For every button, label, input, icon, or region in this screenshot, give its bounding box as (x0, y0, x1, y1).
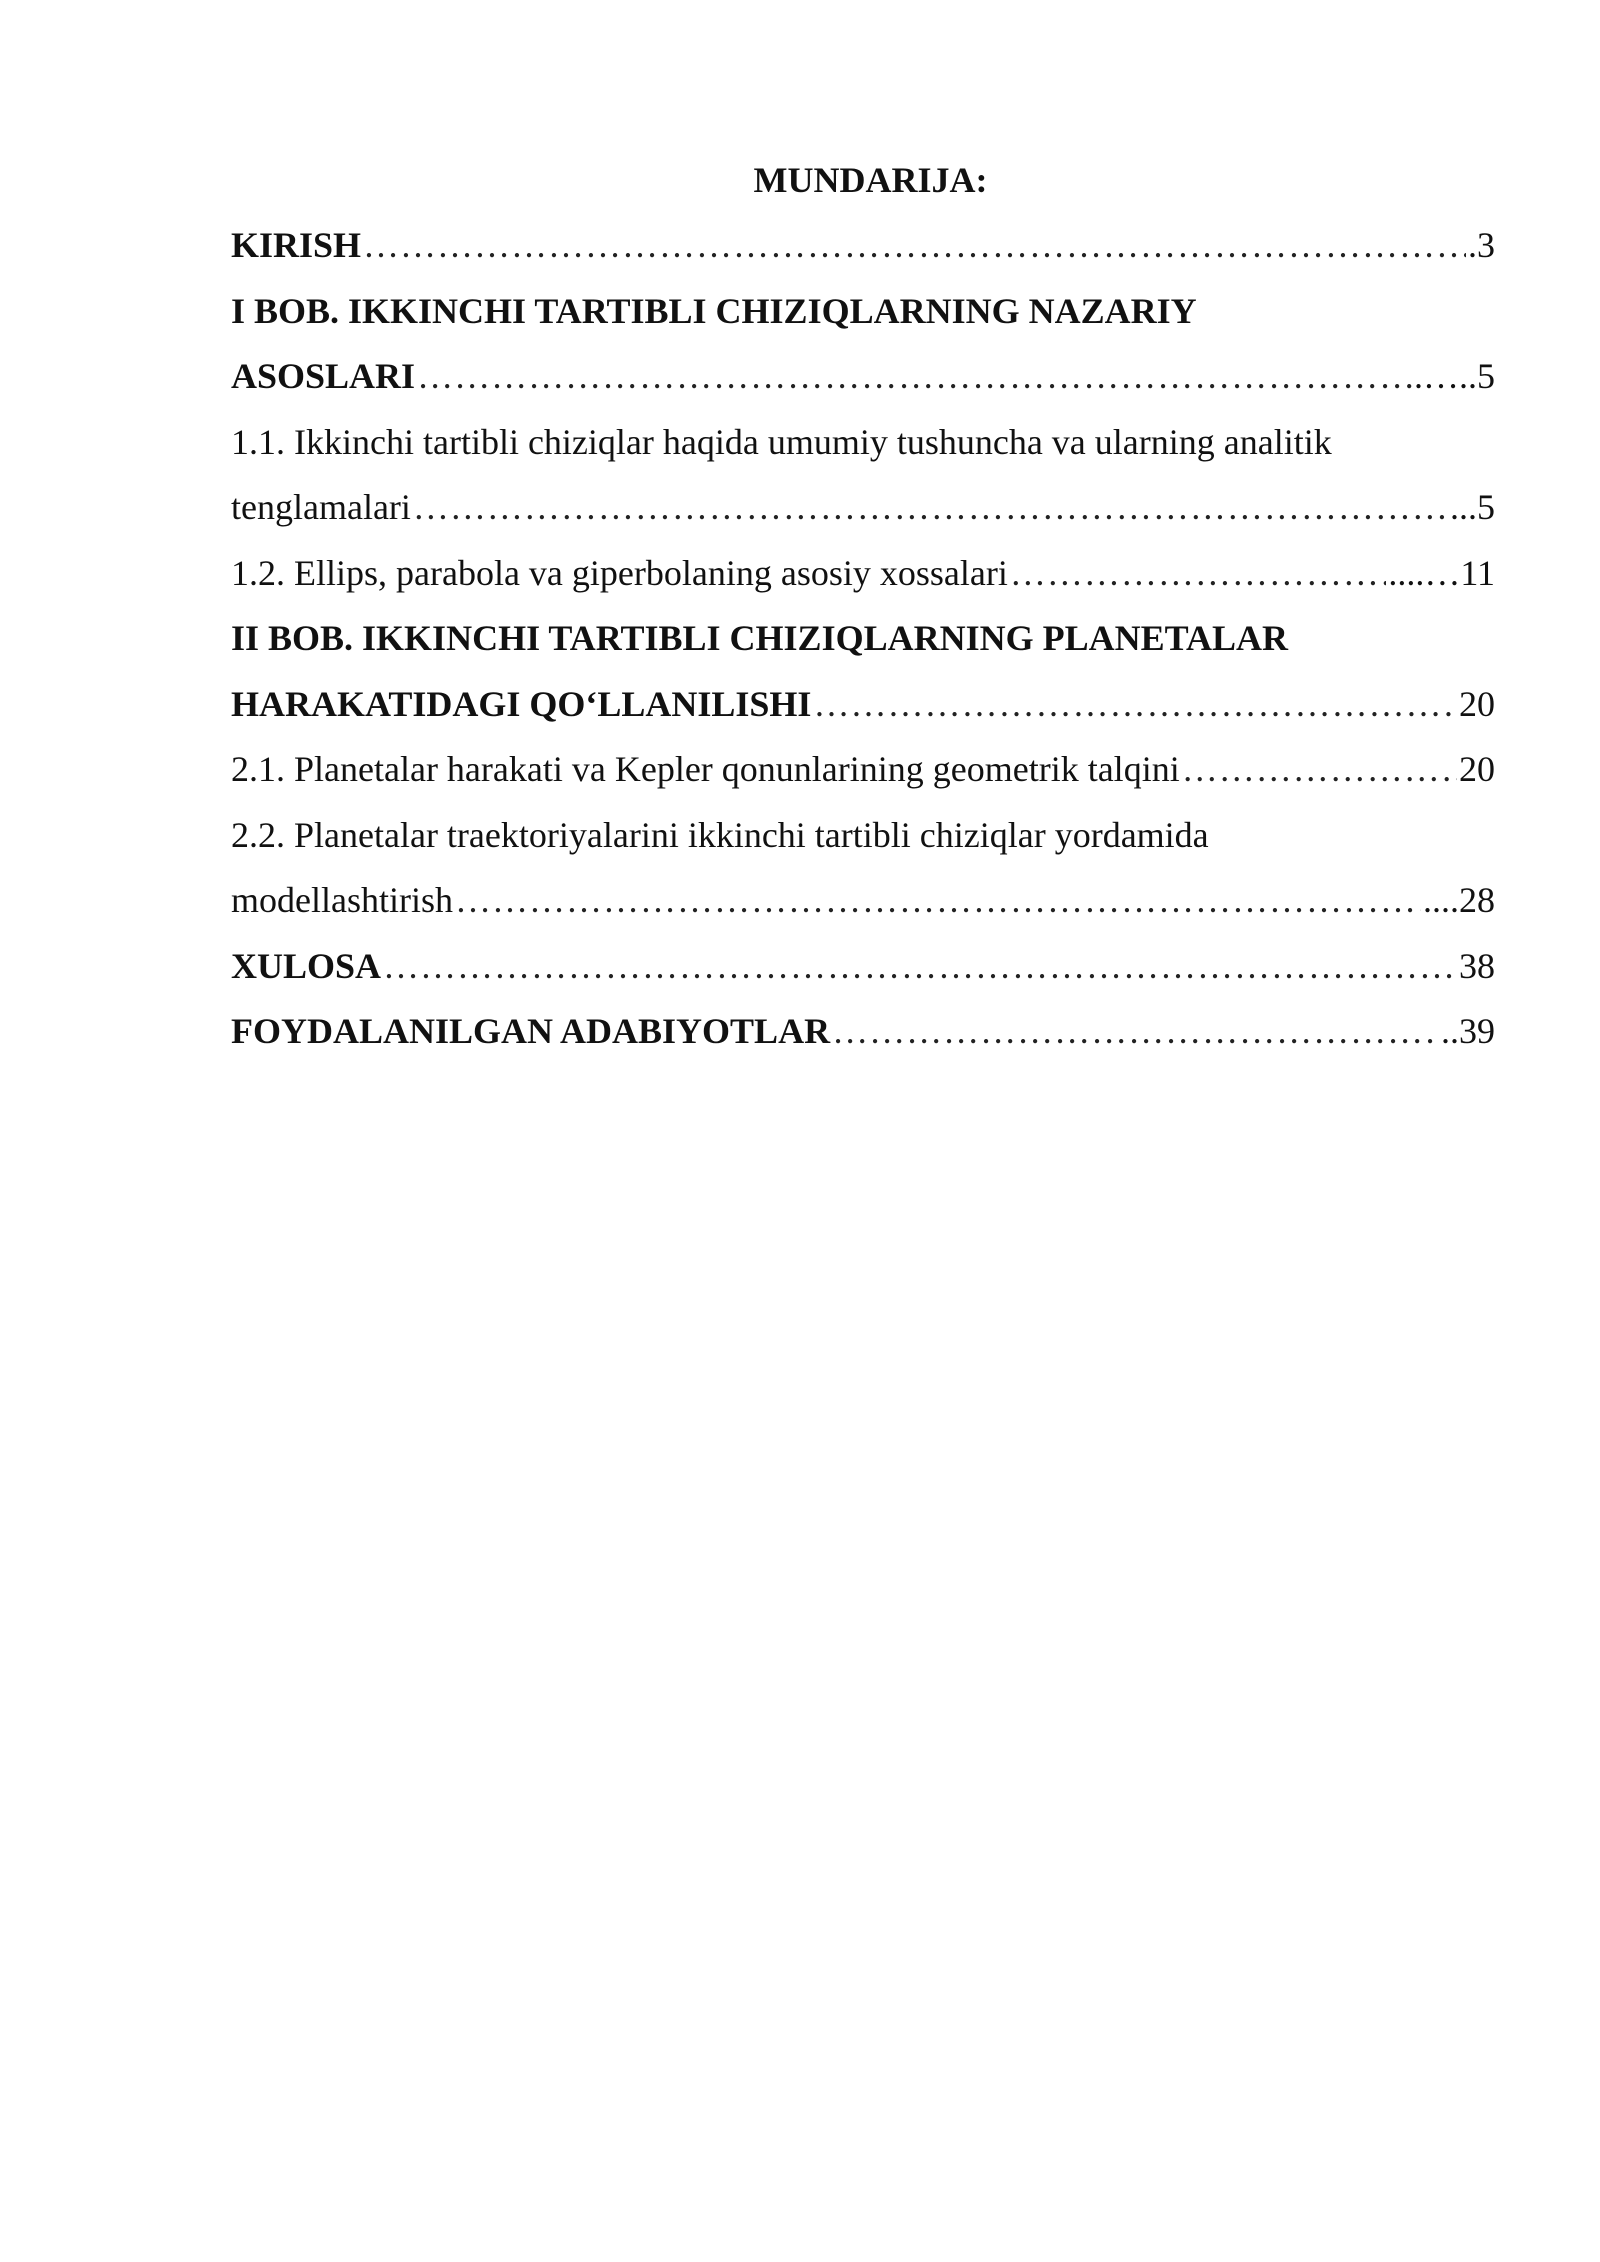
toc-entry-label: modellashtirish (231, 880, 453, 920)
toc-entry-adabiyotlar[interactable] (231, 999, 1495, 1065)
toc-entry-label: 2.2. Planetalar traektoriyalarini ikkinchi tartibli chiziqlar yordamida (231, 814, 1209, 855)
toc-entry-label: ASOSLARI (231, 356, 416, 396)
toc-entry-label: XULOSA (231, 945, 382, 986)
table-of-contents (231, 148, 1495, 1065)
toc-entry-label: KIRISH (231, 225, 362, 265)
toc-entry-label: HARAKATIDAGI QO‘LLANILISHI (231, 683, 812, 724)
toc-page-number: ....…11 (1388, 552, 1495, 593)
toc-entry-label: 2.1. Planetalar harakati va Kepler qonunlarining geometrik talqini (231, 749, 1180, 789)
toc-entry-section-1-1-line-1[interactable] (231, 410, 1495, 476)
dot-leader (383, 934, 1457, 1000)
toc-page-number: ...5 (1450, 487, 1495, 527)
dot-leader (832, 999, 1439, 1065)
toc-entry-section-1-1-line-2[interactable] (231, 475, 1495, 541)
toc-entry-chapter-1-line-1[interactable] (231, 279, 1495, 345)
toc-entry-section-2-1[interactable] (231, 737, 1495, 803)
toc-entry-label: tenglamalari (231, 487, 411, 527)
toc-entry-xulosa[interactable] (231, 934, 1495, 1000)
dot-leader (1182, 737, 1457, 803)
dot-leader (417, 344, 1412, 410)
toc-page-number: .…..5 (1414, 356, 1495, 396)
toc-entry-label: 1.1. Ikkinchi tartibli chiziqlar haqida umumiy tushuncha va ularning analitik (231, 421, 1332, 462)
toc-entry-section-2-2-line-2[interactable] (231, 868, 1495, 934)
dot-leader (455, 868, 1421, 934)
dot-leader (363, 213, 1466, 279)
toc-entry-section-2-2-line-1[interactable] (231, 803, 1495, 869)
toc-entry-label: II BOB. IKKINCHI TARTIBLI CHIZIQLARNING PLANETALAR (231, 618, 1288, 658)
toc-entry-chapter-1-line-2[interactable] (231, 344, 1495, 410)
dot-leader (1010, 541, 1386, 607)
toc-title: MUNDARIJA: (753, 160, 988, 200)
toc-page-number: ..39 (1441, 1011, 1495, 1051)
toc-entry-label: 1.2. Ellips, parabola va giperbolaning asosiy xossalari (231, 552, 1008, 593)
toc-entry-section-1-2[interactable] (231, 541, 1495, 607)
toc-page-number: 20 (1459, 683, 1495, 724)
toc-entry-chapter-2-line-2[interactable] (231, 672, 1495, 738)
toc-entry-kirish[interactable] (231, 213, 1495, 279)
toc-page-number: ....28 (1423, 880, 1495, 920)
toc-entry-label: FOYDALANILGAN ADABIYOTLAR (231, 1011, 831, 1051)
toc-entry-chapter-2-line-1[interactable] (231, 606, 1495, 672)
toc-page-number: 38 (1459, 945, 1495, 986)
dot-leader (813, 672, 1457, 738)
dot-leader (413, 475, 1448, 541)
toc-page-number: 20 (1459, 749, 1495, 789)
toc-entry-label: I BOB. IKKINCHI TARTIBLI CHIZIQLARNING NAZARIY (231, 290, 1197, 331)
toc-page-number: .3 (1468, 225, 1495, 265)
